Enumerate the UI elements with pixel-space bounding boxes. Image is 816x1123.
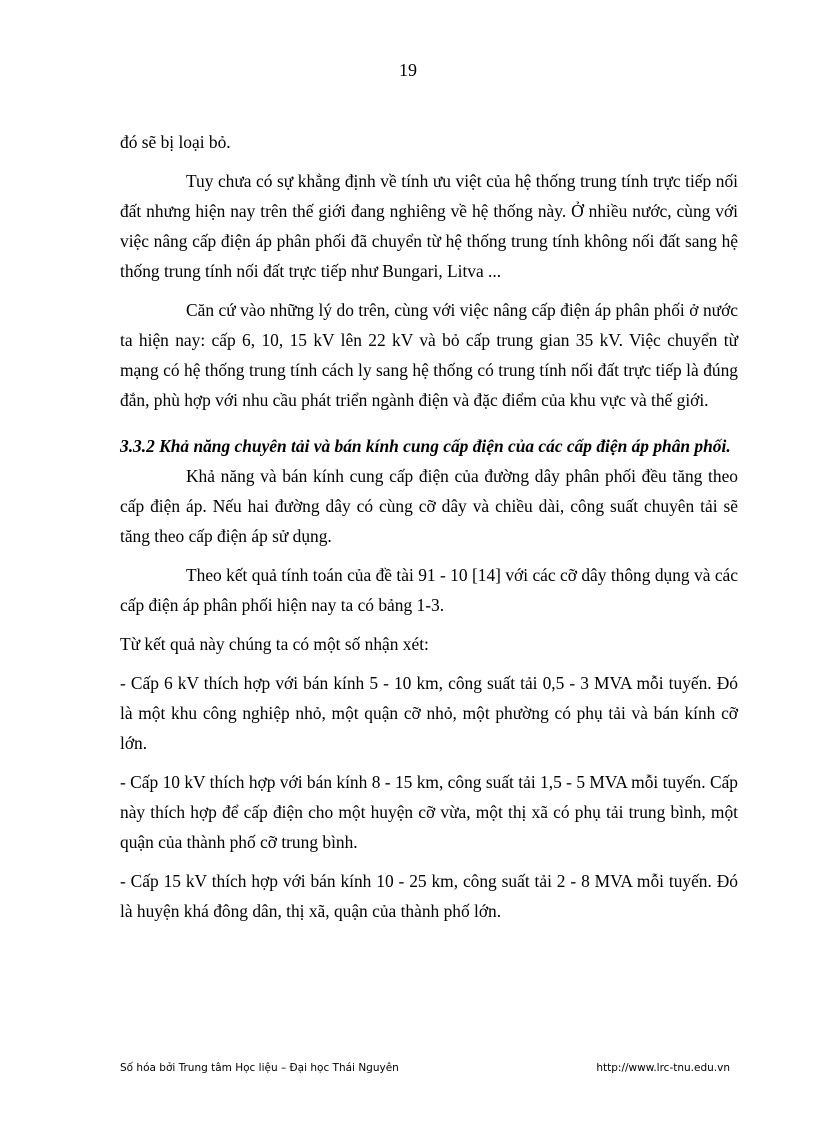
list-item-6kv: - Cấp 6 kV thích hợp với bán kính 5 - 10 km, công suất tải 0,5 - 3 MVA mỗi tuyến. Đó là một khu công nghiệp nhỏ, một quận cỡ nhỏ, một phường có phụ tải và bán kính cỡ lớn. bbox=[120, 673, 738, 753]
page-footer bbox=[120, 1062, 730, 1074]
footer-url[interactable]: http://www.lrc-tnu.edu.vn bbox=[596, 1062, 730, 1074]
paragraph-calculation: Theo kết quả tính toán của đề tài 91 - 10 [14] với các cỡ dây thông dụng và các cấp điện áp phân phối hiện nay ta có bảng 1-3. bbox=[120, 565, 738, 615]
page-number: 19 bbox=[399, 60, 417, 80]
paragraph-remarks-intro: Từ kết quả này chúng ta có một số nhận xét: bbox=[120, 634, 429, 654]
list-item-10kv: - Cấp 10 kV thích hợp với bán kính 8 - 15 km, công suất tải 1,5 - 5 MVA mỗi tuyến. Cấp này thích hợp để cấp điện cho một huyện cỡ vừa, một thị xã có phụ tải trung bình, một quận của thành phố cỡ trung bình. bbox=[120, 772, 738, 852]
paragraph-continuation: đó sẽ bị loại bỏ. bbox=[120, 132, 231, 152]
paragraph-reasoning: Căn cứ vào những lý do trên, cùng với việc nâng cấp điện áp phân phối ở nước ta hiện nay: cấp 6, 10, 15 kV lên 22 kV và bỏ cấp trung gian 35 kV. Việc chuyển từ mạng có hệ thống trung tính cách ly sang hệ thống có trung tính nối đất trực tiếp là đúng đắn, phù hợp với nhu cầu phát triển ngành điện và đặc điểm của khu vực và thế giới. bbox=[120, 300, 738, 410]
section-heading: 3.3.2 Khả năng chuyên tải và bán kính cung cấp điện của các cấp điện áp phân phối. bbox=[120, 436, 731, 456]
list-item-15kv: - Cấp 15 kV thích hợp với bán kính 10 - 25 km, công suất tải 2 - 8 MVA mỗi tuyến. Đó là huyện khá đông dân, thị xã, quận của thành phố lớn. bbox=[120, 871, 738, 921]
paragraph-capacity: Khả năng và bán kính cung cấp điện của đường dây phân phối đều tăng theo cấp điện áp. Nếu hai đường dây có cùng cỡ dây và chiều dài, công suất chuyên tải sẽ tăng theo cấp điện áp sử dụng. bbox=[120, 466, 738, 546]
footer-source: Số hóa bởi Trung tâm Học liệu – Đại học Thái Nguyên bbox=[120, 1062, 399, 1074]
page-body bbox=[120, 127, 738, 926]
paragraph-neutral-grounding: Tuy chưa có sự khẳng định về tính ưu việt của hệ thống trung tính trực tiếp nối đất nhưng hiện nay trên thế giới đang nghiêng về hệ thống này. Ở nhiều nước, cùng với việc nâng cấp điện áp phân phối đã chuyển từ hệ thống trung tính không nối đất sang hệ thống trung tính nối đất trực tiếp như Bungari, Litva ... bbox=[120, 171, 738, 281]
